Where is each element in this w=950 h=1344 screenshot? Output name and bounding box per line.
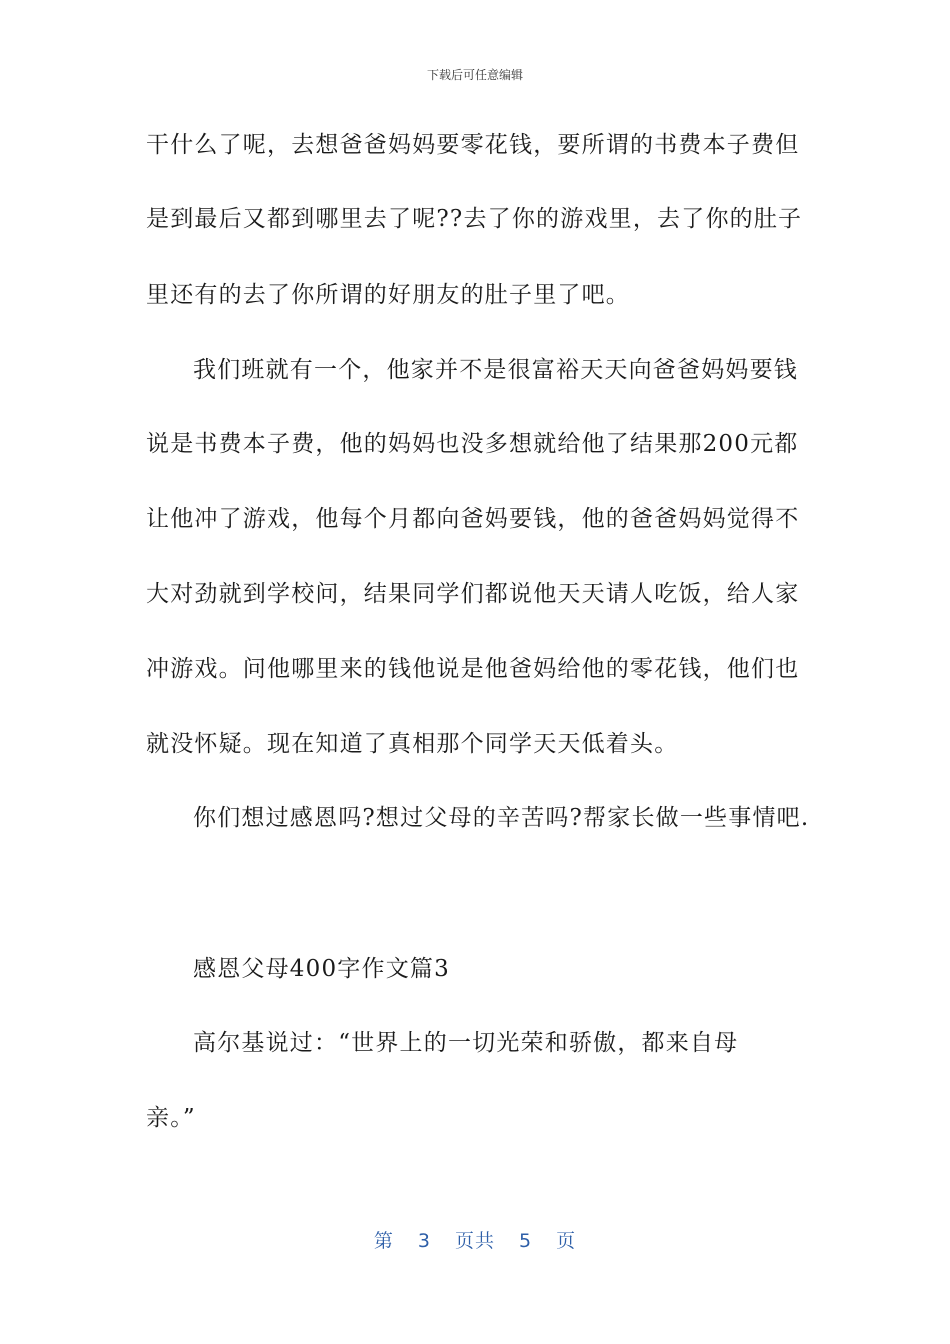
footer-total-pages: 5 <box>519 1230 533 1252</box>
section-title: 感恩父母400字作文篇3 <box>193 956 450 982</box>
body-line: 我们班就有一个，他家并不是很富裕天天向爸爸妈妈要钱 <box>193 357 798 383</box>
body-line: 说是书费本子费，他的妈妈也没多想就给他了结果那200元都 <box>146 431 799 457</box>
page-footer <box>0 1226 950 1253</box>
body-line: 亲。” <box>146 1105 196 1131</box>
header-note: 下载后可任意编辑 <box>426 68 523 82</box>
body-line: 就没怀疑。现在知道了真相那个同学天天低着头。 <box>146 731 679 757</box>
footer-suffix: 页 <box>556 1230 577 1252</box>
footer-prefix: 第 <box>373 1230 394 1252</box>
body-line: 高尔基说过：“世界上的一切光荣和骄傲，都来自母 <box>193 1030 739 1056</box>
body-line: 是到最后又都到哪里去了呢??去了你的游戏里，去了你的肚子 <box>146 206 803 232</box>
body-line: 冲游戏。问他哪里来的钱他说是他爸妈给他的零花钱，他们也 <box>146 656 800 682</box>
body-line: 里还有的去了你所谓的好朋友的肚子里了吧。 <box>146 282 630 308</box>
body-line: 你们想过感恩吗?想过父母的辛苦吗?帮家长做一些事情吧. <box>193 805 810 831</box>
footer-current-page: 3 <box>417 1230 431 1252</box>
body-line: 让他冲了游戏，他每个月都向爸妈要钱，他的爸爸妈妈觉得不 <box>146 506 800 532</box>
footer-middle: 页共 <box>454 1230 495 1252</box>
body-line: 大对劲就到学校问，结果同学们都说他天天请人吃饭，给人家 <box>146 581 800 607</box>
body-line: 干什么了呢，去想爸爸妈妈要零花钱，要所谓的书费本子费但 <box>146 132 800 158</box>
